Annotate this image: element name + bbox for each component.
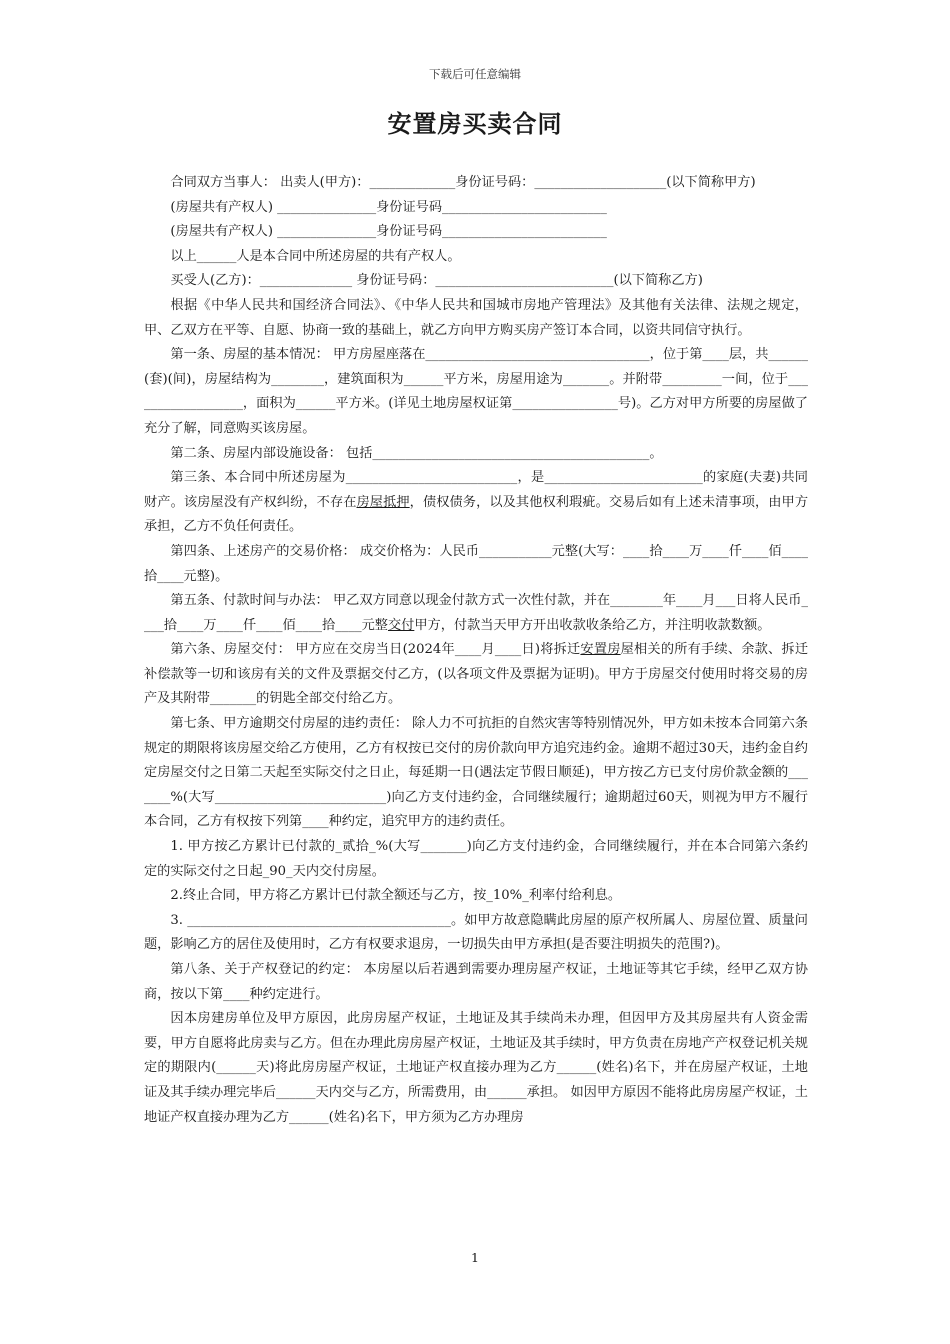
- article-8-detail-paragraph: 因本房建房单位及甲方原因，此房房屋产权证，土地证及其手续尚未办理，但因甲方及其房屋共有人资金需要，甲方自愿将此房卖与乙方。但在办理此房房屋产权证，土地证及其手续时，甲方负责在房地产产权登记机关规定的期限内(______天)将此房房屋产权证，土地证产权直接办理为乙方______(姓名)名下，并在房屋产权证，土地证及其手续办理完毕后______天内交与乙方，所需费用，由______承担。 如因甲方原因不能将此房房屋产权证，土地证产权直接办理为乙方______(姓名)名下，甲方须为乙方办理房: [144, 1011, 808, 1125]
- delivery-link[interactable]: 交付: [387, 617, 415, 633]
- article-5-text-b: 甲方，付款当天甲方开出收款收条给乙方，并注明收款数额。: [414, 617, 771, 633]
- house-mortgage-link[interactable]: 房屋抵押: [356, 494, 410, 510]
- article-4-paragraph: 第四条、上述房产的交易价格： 成交价格为：人民币___________元整(大写：____拾____万____仟____佰____拾____元整)。: [144, 543, 808, 584]
- article-7-option-2: 2.终止合同，甲方将乙方累计已付款全额还与乙方，按_10%_利率付给利息。: [170, 888, 622, 904]
- article-6-text-a: 第六条、房屋交付： 甲方应在交房当日(2024年____月____日)将拆迁: [170, 642, 581, 658]
- article-3-text-a: 第三条、本合同中所述房屋为__________________________，是________________________的家庭(夫妻)共同财产。该房屋没有产权纠纷，不存在: [144, 470, 808, 510]
- article-8-paragraph: 第八条、关于产权登记的约定： 本房屋以后若遇到需要办理房屋产权证，土地证等其它手续，经甲乙双方协商，按以下第____种约定进行。: [144, 962, 808, 1002]
- preamble-paragraph: 根据《中华人民共和国经济合同法》、《中华人民共和国城市房地产管理法》及其他有关法律、法规之规定，甲、乙双方在平等、自愿、协商一致的基础上，就乙方向甲方购买房产签订本合同，以资共同信守执行。: [144, 297, 808, 338]
- article-7-paragraph: 第七条、甲方逾期交付房屋的违约责任： 除人力不可抗拒的自然灾害等特别情况外，甲方如未按本合同第六条规定的期限将该房屋交给乙方使用，乙方有权按已交付的房价款向甲方追究违约金。逾期不超过30天，违约金自约定房屋交付之日第二天起至实际交付之日止，每延期一日(遇法定节假日顺延)，甲方按乙方已支付房价款金额的_______%(大写__________________________)向乙方支付违约金，合同继续履行；逾期超过60天，则视为甲方不履行本合同，乙方有权按下列第____种约定，追究甲方的违约责任。: [144, 716, 808, 830]
- article-3-paragraph: [144, 466, 808, 540]
- document-title: 安置房买卖合同: [387, 110, 563, 138]
- contract-body: [144, 171, 808, 1130]
- resettlement-house-link[interactable]: 安置房: [580, 642, 621, 658]
- article-5-text-a: 第五条、付款时间与办法： 甲乙双方同意以现金付款方式一次性付款，并在________年____月___日将人民币____拾____万____仟____佰____拾____元整: [144, 593, 808, 633]
- article-6-text-b: 屋相关的所有手续、余款、拆迁补偿款等一切和该房有关的文件及票据交付乙方，(以各项文件及票据为证明)。甲方于房屋交付使用时将交易的房产及其附带_______的钥匙全部交付给乙方。: [144, 642, 809, 707]
- page-number: 1: [471, 1250, 479, 1265]
- header-note: 下载后可任意编辑: [429, 67, 521, 81]
- article-7-option-1: 1. 甲方按乙方累计已付款的_贰拾_%(大写_______)向乙方支付违约金，合同继续履行，并在本合同第六条约定的实际交付之日起_90_天内交付房屋。: [144, 839, 808, 879]
- article-2-paragraph: 第二条、房屋内部设施设备： 包括__________________________________________。: [170, 445, 663, 461]
- co-owner-count-line: 以上______人是本合同中所述房屋的共有产权人。: [170, 248, 461, 264]
- buyer-line: 买受人(乙方)：______________ 身份证号码：___________________________(以下简称乙方): [170, 273, 703, 289]
- article-6-paragraph: [144, 638, 808, 712]
- co-owner-line-2: (房屋共有产权人) _______________身份证号码_________________________: [170, 224, 607, 240]
- article-5-paragraph: [144, 589, 808, 638]
- parties-seller-paragraph: 合同双方当事人： 出卖人(甲方)：_____________身份证号码：____________________(以下简称甲方): [170, 175, 756, 190]
- article-3-text-b: ，债权债务，以及其他权利瑕疵。交易后如有上述未清事项，由甲方承担，乙方不负任何责任。: [144, 494, 809, 535]
- article-7-option-3: 3. ________________________________________。如甲方故意隐瞒此房屋的原产权所属人、房屋位置、质量问题，影响乙方的居住及使用时，乙方有权要求退房，一切损失由甲方承担(是否要注明损失的范围?)。: [144, 912, 808, 953]
- article-1-paragraph: 第一条、房屋的基本情况： 甲方房屋座落在__________________________________，位于第____层，共______(套)(间)，房屋结构为________，建筑面积为______平方米，房屋用途为_______。并附带_________一间，位于__________________，面积为______平方米。(详见土地房屋权证第________________号)。乙方对甲方所要的房屋做了充分了解，同意购买该房屋。: [144, 347, 808, 436]
- co-owner-line-1: (房屋共有产权人) _______________身份证号码_________________________: [170, 199, 607, 215]
